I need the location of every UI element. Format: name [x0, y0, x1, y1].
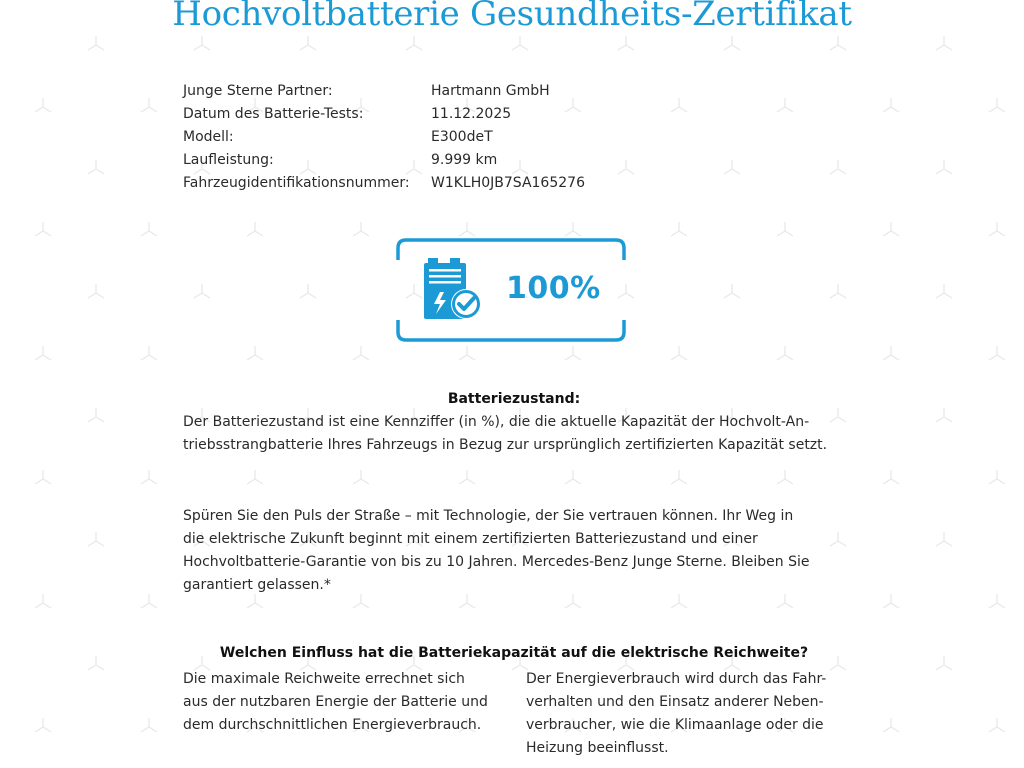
battery-check-icon	[420, 256, 486, 322]
text-line: Der Batteriezustand ist eine Kennziffer (in %), die die aktuelle Kapazität der Hochvolt-An-	[183, 414, 810, 430]
text-line: Die maximale Reichweite errechnet sich	[183, 671, 465, 687]
text-line: Spüren Sie den Puls der Straße – mit Technologie, der Sie vertrauen können. Ihr Weg in	[183, 508, 794, 524]
fact-label: Junge Sterne Partner:	[183, 83, 333, 99]
range-left-column	[183, 668, 503, 737]
fact-row-partner	[183, 80, 585, 103]
text-line: Heizung beeinflusst.	[526, 740, 669, 756]
text-line: dem durchschnittlichen Energieverbrauch.	[183, 717, 482, 733]
fact-value: E300deT	[431, 129, 493, 145]
fact-value: 11.12.2025	[431, 106, 512, 122]
text-line: garantiert gelassen.*	[183, 577, 331, 593]
battery-health-value: 100%	[506, 271, 601, 306]
fact-label: Datum des Batterie-Tests:	[183, 106, 364, 122]
range-right-column	[526, 668, 846, 760]
fact-label: Modell:	[183, 129, 234, 145]
text-line: die elektrische Zukunft beginnt mit einem zertifizierten Batteriezustand und einer	[183, 531, 758, 547]
fact-label: Fahrzeugidentifikationsnummer:	[183, 175, 410, 191]
fact-row-model	[183, 126, 585, 149]
fact-row-vin	[183, 172, 585, 195]
fact-value: 9.999 km	[431, 152, 498, 168]
page-title: Hochvoltbatterie Gesundheits-Zertifikat	[172, 0, 852, 34]
fact-value: W1KLH0JB7SA165276	[431, 175, 585, 191]
range-heading: Welchen Einfluss hat die Batteriekapazität auf die elektrische Reichweite?	[219, 645, 809, 661]
fact-row-test-date	[183, 103, 585, 126]
vehicle-facts	[183, 80, 585, 195]
battery-state-heading: Batteriezustand:	[447, 391, 581, 407]
text-line: triebsstrangbatterie Ihres Fahrzeugs in Bezug zur ursprünglich zertifizierten Kapazität setzt.	[183, 437, 828, 453]
battery-state-text	[183, 411, 845, 457]
fact-label: Laufleistung:	[183, 152, 274, 168]
text-line: Hochvoltbatterie-Garantie von bis zu 10 Jahren. Mercedes-Benz Junge Sterne. Bleiben Sie	[183, 554, 810, 570]
text-line: Der Energieverbrauch wird durch das Fahr-	[526, 671, 827, 687]
promo-text	[183, 505, 845, 597]
fact-row-mileage	[183, 149, 585, 172]
text-line: verhalten und den Einsatz anderer Neben-	[526, 694, 824, 710]
text-line: aus der nutzbaren Energie der Batterie und	[183, 694, 488, 710]
text-line: verbraucher, wie die Klimaanlage oder die	[526, 717, 824, 733]
fact-value: Hartmann GmbH	[431, 83, 550, 99]
battery-health-badge	[396, 238, 626, 342]
